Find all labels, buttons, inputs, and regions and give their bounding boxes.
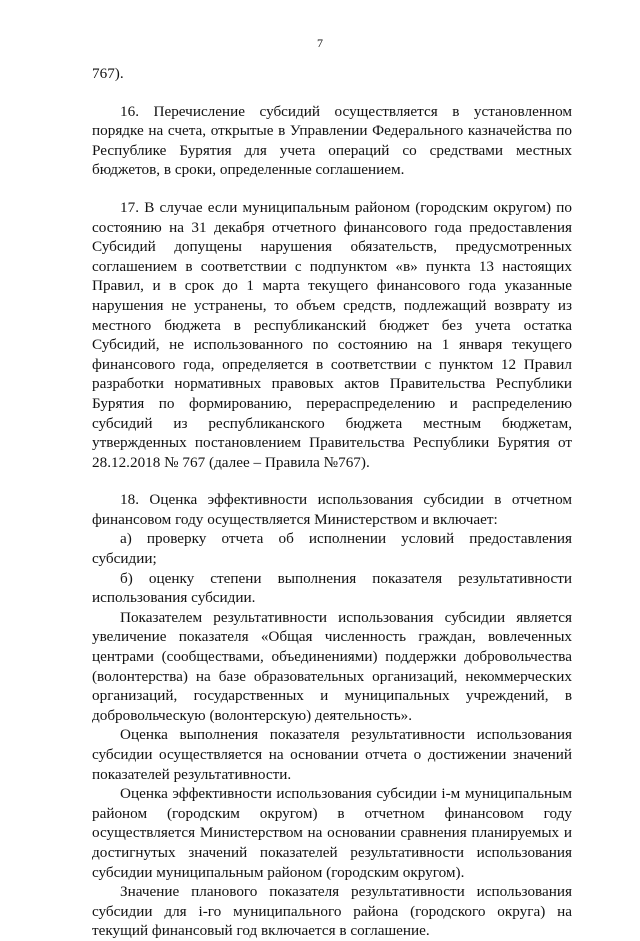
spacer: [92, 180, 572, 198]
paragraph-16: 16. Перечисление субсидий осуществляется в установленном порядке на счета, открытые в Управлении Федерального казначейства по Республике Бурятия для учета операций со средствами местных бюджетов, в сроки, определенные соглашением.: [92, 102, 572, 179]
paragraph-indicator: Показателем результативности использования субсидии является увеличение показателя «Общая численность граждан, вовлеченных центрами (сообществами, объединениями) поддержки добровольчества (волонтерства) на базе образовательных организаций, некоммерческих организаций, государственных и муниципальных учреждений, в добровольческую (волонтерскую) деятельность».: [92, 608, 572, 724]
paragraph-18-item-a: а) проверку отчета об исполнении условий предоставления субсидии;: [92, 530, 572, 568]
spacer: [92, 84, 572, 102]
paragraph-18-item-b: б) оценку степени выполнения показателя результативности использования субсидии.: [92, 569, 572, 607]
paragraph-assessment: Оценка выполнения показателя результативности использования субсидии осуществляется на основании отчета о достижении значений показателей результативности.: [92, 726, 572, 783]
paragraph-continuation: 767).: [92, 65, 124, 82]
page-number: 7: [317, 36, 323, 50]
document-body: [92, 64, 572, 941]
paragraph-planned-value: Значение планового показателя результативности использования субсидии для i-го муниципального района (городского округа) на текущий финансовый год включается в соглашение.: [92, 883, 572, 940]
paragraph-17: 17. В случае если муниципальным районом (городским округом) по состоянию на 31 декабря отчетного финансового года предоставления Субсидий допущены нарушения обязательств, предусмотренных соглашением в соответствии с подпунктом «в» пункта 13 настоящих Правил, и в срок до 1 марта текущего финансового года указанные нарушения не устранены, то объем средств, подлежащий возврату из местного бюджета в республиканский бюджет без учета остатка Субсидий, не использованного по состоянию на 1 января текущего финансового года, определяется в соответствии с пунктом 12 Правил разработки нормативных правовых актов Правительства Республики Бурятия по формированию, перераспределению и распределению субсидий из республиканского бюджета местным бюджетам, утвержденных постановлением Правительства Республики Бурятия от 28.12.2018 № 767 (далее – Правила №767).: [92, 198, 572, 471]
paragraph-efficiency: Оценка эффективности использования субсидии i-м муниципальным районом (городским округом) в отчетном финансовом году осуществляется Министерством на основании сравнения планируемых и достигнутых значений показателей результативности использования субсидии муниципальным районом (городским округом).: [92, 785, 572, 881]
paragraph-18: 18. Оценка эффективности использования субсидии в отчетном финансовом году осуществляется Министерством и включает:: [92, 491, 572, 528]
spacer: [92, 472, 572, 490]
